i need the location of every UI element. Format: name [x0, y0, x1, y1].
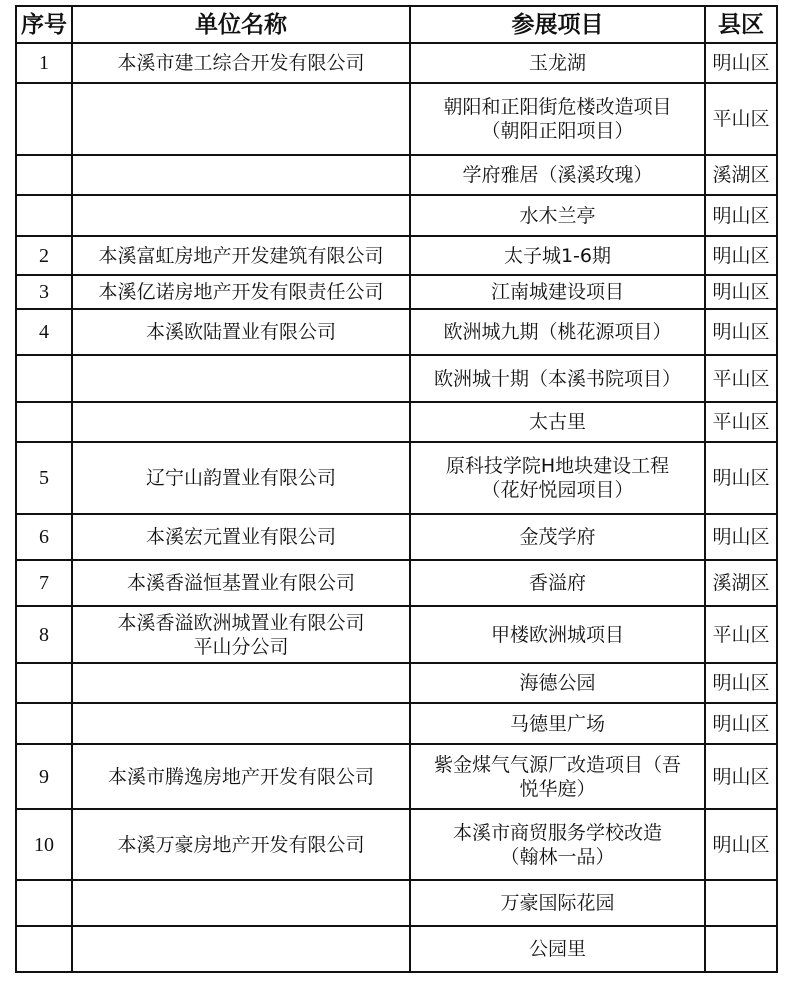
company-cell — [72, 809, 410, 880]
table-row — [16, 442, 777, 514]
header-company: 单位名称 — [72, 6, 410, 43]
index-cell: 10 — [16, 809, 72, 880]
project-name-line: 原科技学院H地块建设工程 — [445, 455, 670, 477]
project-name-line: 公园里 — [528, 938, 586, 960]
project-name-line: 学府雅居（溪溪玫瑰） — [462, 164, 653, 186]
project-name-line: （朝阳正阳项目） — [481, 120, 634, 142]
table-row — [16, 43, 777, 83]
company-cell — [72, 606, 410, 663]
district-cell: 明山区 — [705, 809, 777, 880]
project-cell — [410, 663, 705, 703]
table-row — [16, 83, 777, 155]
company-cell — [72, 880, 410, 926]
table-row — [16, 402, 777, 442]
district-cell: 明山区 — [705, 275, 777, 309]
index-cell: 1 — [16, 43, 72, 83]
project-name-line: 马德里广场 — [509, 712, 605, 735]
project-cell — [410, 703, 705, 744]
company-cell — [72, 514, 410, 560]
district-cell: 平山区 — [705, 83, 777, 155]
table-row — [16, 663, 777, 703]
project-cell — [410, 155, 705, 195]
district-cell: 明山区 — [705, 744, 777, 809]
project-name-line: 本溪市商贸服务学校改造 — [452, 821, 662, 844]
project-name-line: 太古里 — [528, 411, 586, 433]
project-name-line: （花好悦园项目） — [481, 479, 634, 501]
project-cell — [410, 514, 705, 560]
district-cell — [705, 880, 777, 926]
header-project: 参展项目 — [410, 6, 705, 43]
project-cell — [410, 442, 705, 514]
company-cell — [72, 355, 410, 402]
company-cell — [72, 236, 410, 275]
project-name-line: 金茂学府 — [519, 526, 596, 548]
table-row — [16, 880, 777, 926]
project-cell — [410, 402, 705, 442]
header-index: 序号 — [16, 6, 72, 43]
project-cell — [410, 309, 705, 355]
project-cell — [410, 560, 705, 606]
project-cell — [410, 606, 705, 663]
index-cell — [16, 703, 72, 744]
company-cell — [72, 155, 410, 195]
table-row — [16, 926, 777, 972]
index-cell — [16, 663, 72, 703]
project-cell — [410, 744, 705, 809]
table-row — [16, 275, 777, 309]
company-name-line: 本溪亿诺房地产开发有限责任公司 — [98, 281, 384, 303]
project-name-line: 海德公园 — [519, 672, 596, 694]
index-cell: 3 — [16, 275, 72, 309]
district-cell: 明山区 — [705, 703, 777, 744]
project-cell — [410, 83, 705, 155]
district-cell: 溪湖区 — [705, 560, 777, 606]
exhibitor-table — [15, 5, 778, 973]
index-cell — [16, 155, 72, 195]
project-name-line: 甲楼欧洲城项目 — [490, 623, 624, 646]
company-name-line: 本溪市建工综合开发有限公司 — [117, 52, 365, 74]
company-cell — [72, 926, 410, 972]
company-cell — [72, 83, 410, 155]
district-cell: 平山区 — [705, 606, 777, 663]
project-cell — [410, 236, 705, 275]
table-body — [16, 43, 777, 972]
table-header-row — [16, 6, 777, 43]
index-cell: 6 — [16, 514, 72, 560]
project-name-line: 悦华庭） — [519, 777, 596, 800]
district-cell: 明山区 — [705, 663, 777, 703]
index-cell — [16, 926, 72, 972]
table-row — [16, 560, 777, 606]
table-row — [16, 195, 777, 236]
project-name-line: 玉龙湖 — [528, 52, 586, 74]
index-cell: 8 — [16, 606, 72, 663]
index-cell — [16, 195, 72, 236]
district-cell: 明山区 — [705, 236, 777, 275]
company-name-line: 本溪香溢欧洲城置业有限公司 — [117, 611, 365, 634]
project-name-line: 江南城建设项目 — [490, 281, 624, 303]
table-row — [16, 309, 777, 355]
project-cell — [410, 43, 705, 83]
district-cell: 明山区 — [705, 43, 777, 83]
project-name-line: 万豪国际花园 — [500, 892, 615, 914]
index-cell: 5 — [16, 442, 72, 514]
company-name-line: 本溪香溢恒基置业有限公司 — [126, 572, 355, 594]
company-name-line: 本溪宏元置业有限公司 — [145, 526, 336, 548]
company-name-line: 辽宁山韵置业有限公司 — [145, 467, 336, 489]
project-name-line: （翰林一品） — [500, 845, 615, 868]
project-name-line: 香溢府 — [528, 572, 586, 594]
company-cell — [72, 560, 410, 606]
project-name-line: 欧洲城九期（桃花源项目） — [443, 321, 672, 343]
district-cell: 平山区 — [705, 355, 777, 402]
index-cell: 7 — [16, 560, 72, 606]
table-row — [16, 514, 777, 560]
company-cell — [72, 275, 410, 309]
project-cell — [410, 809, 705, 880]
table-row — [16, 155, 777, 195]
district-cell — [705, 926, 777, 972]
district-cell: 明山区 — [705, 309, 777, 355]
company-cell — [72, 195, 410, 236]
index-cell — [16, 402, 72, 442]
company-name-line: 本溪欧陆置业有限公司 — [145, 321, 336, 343]
table-row — [16, 744, 777, 809]
project-cell — [410, 275, 705, 309]
table-row — [16, 236, 777, 275]
project-name-line: 紫金煤气气源厂改造项目（吾 — [433, 753, 681, 776]
company-cell — [72, 309, 410, 355]
district-cell: 明山区 — [705, 442, 777, 514]
company-name-line: 本溪市腾逸房地产开发有限公司 — [107, 765, 374, 788]
company-name-line: 本溪万豪房地产开发有限公司 — [117, 833, 365, 856]
index-cell: 9 — [16, 744, 72, 809]
company-cell — [72, 703, 410, 744]
district-cell: 明山区 — [705, 195, 777, 236]
company-name-line: 本溪富虹房地产开发建筑有限公司 — [98, 244, 384, 267]
index-cell — [16, 355, 72, 402]
company-cell — [72, 442, 410, 514]
header-district: 县区 — [705, 6, 777, 43]
company-name-line: 平山分公司 — [193, 635, 289, 658]
company-cell — [72, 43, 410, 83]
table-row — [16, 703, 777, 744]
index-cell — [16, 83, 72, 155]
project-cell — [410, 195, 705, 236]
table-row — [16, 809, 777, 880]
project-name-line: 朝阳和正阳街危楼改造项目 — [443, 96, 672, 118]
project-name-line: 欧洲城十期（本溪书院项目） — [433, 367, 681, 390]
company-cell — [72, 402, 410, 442]
project-cell — [410, 880, 705, 926]
company-cell — [72, 663, 410, 703]
project-name-line: 太子城1-6期 — [503, 244, 612, 267]
index-cell: 2 — [16, 236, 72, 275]
index-cell — [16, 880, 72, 926]
project-name-line: 水木兰亭 — [519, 204, 596, 227]
index-cell: 4 — [16, 309, 72, 355]
project-cell — [410, 926, 705, 972]
table-row — [16, 355, 777, 402]
table-row — [16, 606, 777, 663]
project-cell — [410, 355, 705, 402]
district-cell: 平山区 — [705, 402, 777, 442]
district-cell: 溪湖区 — [705, 155, 777, 195]
company-cell — [72, 744, 410, 809]
district-cell: 明山区 — [705, 514, 777, 560]
